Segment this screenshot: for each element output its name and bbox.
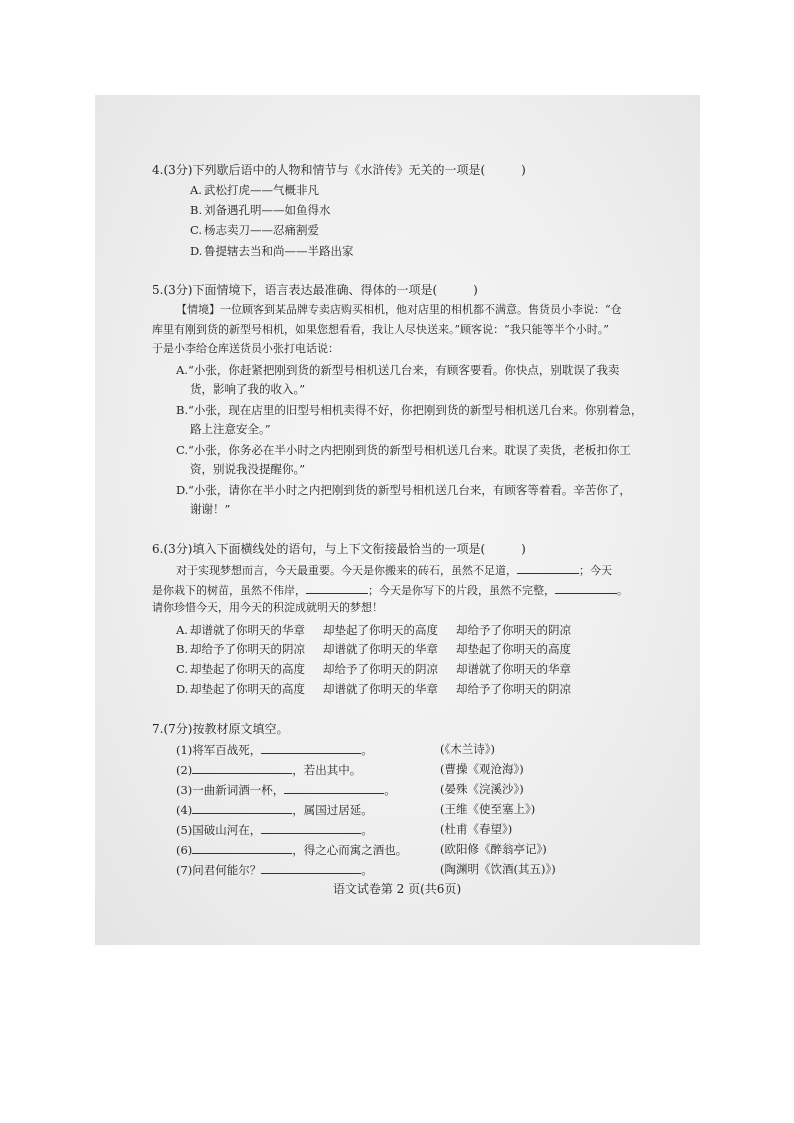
q5-context-line-3: 于是小李给仓库送货员小张打电话说：: [152, 342, 339, 355]
item-number: (4): [176, 803, 193, 817]
q7-item-6-source: (欧阳修《醉翁亭记》): [440, 842, 547, 856]
item-number: (5): [176, 823, 193, 837]
q5-option-a-line-2: 货，影响了我的收入。”: [190, 382, 306, 396]
q4-option-d-label: D.: [190, 244, 203, 258]
answer-blank: [284, 782, 384, 794]
answer-blank: [192, 842, 292, 854]
q6-passage-text: 是你栽下的树苗，虽然不伟岸，: [152, 584, 306, 597]
q5-option-a-line-1: “小张，你赶紧把刚到货的新型号相机送几台来，有顾客要看。你快点，别耽误了我卖: [188, 363, 620, 377]
q7-item-1: [176, 742, 373, 757]
q6-option-c-choice-3: 却谱就了你明天的华章: [456, 662, 571, 676]
q6-option-d-choice-3: 却给予了你明天的阴凉: [456, 682, 571, 696]
item-text: ，若出其中。: [292, 763, 362, 777]
q6-option-a-choice-2: 却垫起了你明天的高度: [323, 623, 438, 637]
q5-stem: 5.(3分)下面情境下，语言表达最准确、得体的一项是( ): [152, 283, 478, 297]
q6-option-a-choice-3: 却给予了你明天的阴凉: [456, 623, 571, 637]
q5-option-c-line-1: “小张，你务必在半小时之内把刚到货的新型号相机送几台来。耽误了卖货，老板扣你工: [188, 443, 631, 457]
item-text: 问君何能尔？: [192, 863, 262, 877]
q4-stem: 4.(3分)下列歇后语中的人物和情节与《水浒传》无关的一项是( ): [152, 163, 526, 177]
q4-option-a-label: A.: [190, 183, 202, 197]
q6-answer-blank-3: [555, 582, 617, 594]
q7-item-2: [176, 762, 361, 777]
item-text: 。: [361, 863, 373, 877]
q6-passage-text: 。: [617, 584, 628, 597]
q7-item-3: [176, 782, 396, 797]
answer-blank: [261, 862, 361, 874]
q6-option-b-label: B.: [176, 642, 189, 656]
page-footer: 语文试卷第 2 页(共6页): [332, 882, 462, 896]
q5-option-c-line-2: 资，别说我没提醒你。”: [190, 462, 306, 476]
item-text: 一曲新词酒一杯，: [192, 783, 285, 797]
item-number: (1): [176, 743, 193, 757]
q6-option-a-label: A.: [176, 623, 188, 637]
item-text: ，得之心而寓之酒也。: [292, 843, 408, 857]
q6-option-b-choice-2: 却谱就了你明天的华章: [323, 642, 438, 656]
q5-option-b-line-2: 路上注意安全。”: [190, 422, 271, 436]
item-text: 。: [361, 823, 373, 837]
item-number: (7): [176, 863, 193, 877]
q7-item-1-source: (《木兰诗》): [440, 742, 495, 756]
q6-stem: 6.(3分)填入下面横线处的语句，与上下文衔接最恰当的一项是( ): [152, 542, 526, 556]
q6-passage-text: 对于实现梦想而言，今天最重要。今天是你搬来的砖石，虽然不足道，: [176, 564, 517, 577]
q5-option-c-label: C.: [176, 443, 189, 457]
q7-item-5: [176, 822, 373, 837]
q4-option-b-text: 刘备遇孔明——如鱼得水: [204, 203, 331, 217]
item-text: 将军百战死，: [192, 743, 262, 757]
q6-passage-text: ；今天: [579, 564, 612, 577]
q7-item-5-source: (杜甫《春望》): [440, 822, 513, 836]
q7-item-7: [176, 862, 373, 877]
q5-option-b-label: B.: [176, 403, 189, 417]
q5-option-a-label: A.: [176, 363, 188, 377]
q5-context-line-2: 库里有刚到货的新型号相机，如果您想看看，我让人尽快送来。”顾客说：“我只能等半个小时。”: [152, 323, 609, 336]
q6-option-d-label: D.: [176, 682, 189, 696]
q6-option-c-label: C.: [176, 662, 189, 676]
q6-answer-blank-2: [306, 582, 368, 594]
q7-item-2-source: (曹操《观沧海》): [440, 762, 524, 776]
q6-option-d-choice-2: 却谱就了你明天的华章: [323, 682, 438, 696]
item-number: (2): [176, 763, 193, 777]
q4-option-c-label: C.: [190, 223, 203, 237]
q5-context-line-1: 【情境】一位顾客到某品牌专卖店购买相机，他对店里的相机都不满意。售货员小李说：“仓: [176, 303, 622, 316]
answer-blank: [261, 822, 361, 834]
q4-option-c-text: 杨志卖刀——忍痛割爱: [204, 223, 319, 237]
q4-option-a-text: 武松打虎——气概非凡: [204, 183, 319, 197]
q6-answer-blank-1: [517, 562, 579, 574]
q6-option-b-choice-1: 却给予了你明天的阴凉: [190, 642, 305, 656]
item-number: (3): [176, 783, 193, 797]
q7-item-4-source: (王维《使至塞上》): [440, 802, 536, 816]
q5-option-d-label: D.: [176, 483, 189, 497]
q4-option-b-label: B.: [190, 203, 203, 217]
item-text: 。: [361, 743, 373, 757]
q4-option-d-text: 鲁提辖去当和尚——半路出家: [204, 244, 354, 258]
q5-option-d-line-2: 谢谢！”: [190, 502, 231, 516]
q6-passage-line-3: 请你珍惜今天，用今天的积淀成就明天的梦想！: [152, 601, 383, 614]
q7-item-7-source: (陶渊明《饮酒(其五)》): [440, 862, 556, 876]
q6-passage-text: ；今天是你写下的片段，虽然不完整，: [368, 584, 555, 597]
item-text: ，属国过居延。: [292, 803, 373, 817]
q6-passage-line-2: [152, 582, 628, 598]
q6-option-a-choice-1: 却谱就了你明天的华章: [190, 623, 305, 637]
q7-item-6: [176, 842, 407, 857]
item-number: (6): [176, 843, 193, 857]
answer-blank: [192, 802, 292, 814]
q7-item-3-source: (晏殊《浣溪沙》): [440, 782, 524, 796]
q6-option-d-choice-1: 却垫起了你明天的高度: [190, 682, 305, 696]
q7-item-4: [176, 802, 373, 817]
q6-option-c-choice-2: 却给予了你明天的阴凉: [323, 662, 438, 676]
item-text: 国破山河在，: [192, 823, 262, 837]
q6-option-c-choice-1: 却垫起了你明天的高度: [190, 662, 305, 676]
answer-blank: [261, 742, 361, 754]
answer-blank: [192, 762, 292, 774]
q5-option-b-line-1: “小张，现在店里的旧型号相机卖得不好，你把刚到货的新型号相机送几台来。你别着急，: [188, 403, 643, 417]
q6-option-b-choice-3: 却垫起了你明天的高度: [456, 642, 571, 656]
q6-passage-line-1: [176, 562, 612, 578]
q5-option-d-line-1: “小张，请你在半小时之内把刚到货的新型号相机送几台来，有顾客等着看。辛苦你了，: [188, 483, 631, 497]
scanned-sheet: [95, 95, 700, 945]
q7-stem: 7.(7分)按教材原文填空。: [152, 722, 289, 736]
item-text: 。: [384, 783, 396, 797]
